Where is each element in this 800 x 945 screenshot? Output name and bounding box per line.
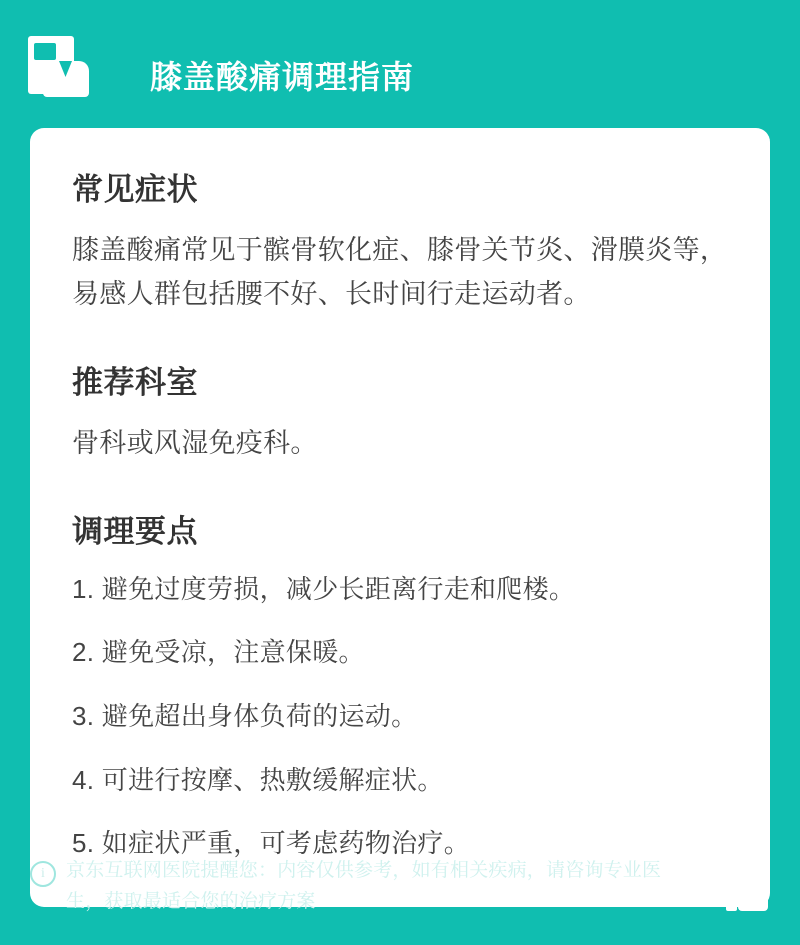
section-heading-symptoms: 常见症状 [72, 172, 198, 208]
document-person-icon [28, 36, 86, 98]
list-item: 2. 避免受凉，注意保暖。 [72, 637, 365, 668]
section-text-symptoms: 膝盖酸痛常见于髌骨软化症、膝骨关节炎、滑膜炎等，易感人群包括腰不好、长时间行走运动者。 [72, 235, 728, 310]
footer-inner [30, 855, 770, 918]
footer-disclaimer: 京东互联网医院提醒您：内容仅供参考，如有相关疾病，请咨询专业医生，获取最适合您的治疗方案 [66, 860, 662, 913]
footer [0, 837, 800, 945]
thumb-hand-shape [738, 883, 768, 911]
person-shape [42, 42, 90, 98]
section-heading-department: 推荐科室 [72, 364, 198, 400]
list-item: 3. 避免超出身体负荷的运动。 [72, 700, 418, 731]
content-card [30, 128, 770, 907]
page-title: 膝盖酸痛调理指南 [150, 59, 415, 95]
tips-list [72, 571, 728, 863]
list-item: 4. 可进行按摩、热敷缓解症状。 [72, 764, 444, 795]
section-heading-tips: 调理要点 [72, 513, 198, 549]
person-head-shape [57, 42, 74, 59]
info-icon: i [30, 861, 56, 887]
thumb-up-shape [740, 870, 753, 887]
list-item: 5. 如症状严重，可考虑药物治疗。 [72, 828, 471, 859]
section-text-department: 骨科或风湿免疫科。 [72, 427, 318, 458]
thumbs-up-icon[interactable] [726, 867, 770, 911]
list-item: 1. 避免过度劳损，减少长距离行走和爬楼。 [72, 573, 576, 604]
thumb-pad-shape [726, 889, 737, 911]
